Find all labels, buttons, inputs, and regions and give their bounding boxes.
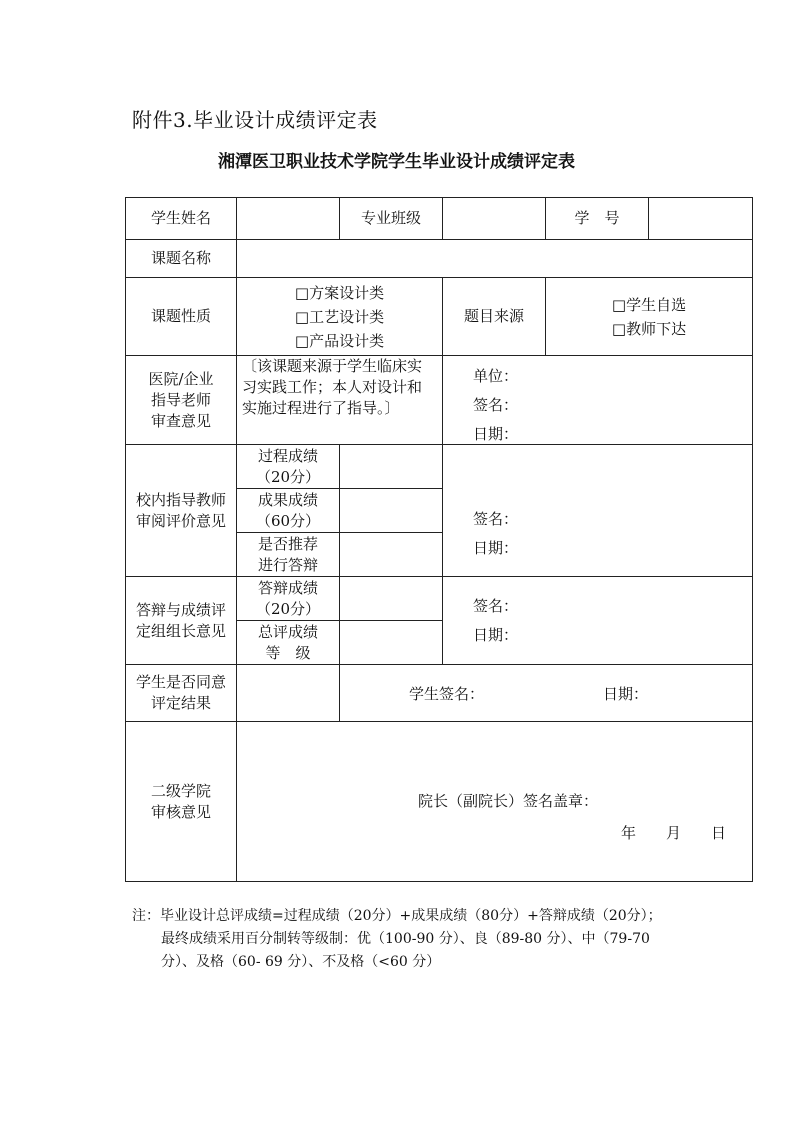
class-field[interactable] [443,198,545,239]
student-agree-label: 学生是否同意 评定结果 [135,673,226,712]
defense-committee-label: 答辩与成绩评 定组组长意见 [135,600,226,640]
college-review-label: 二级学院 审核意见 [150,781,211,821]
hospital-advisor-note: 〔该课题来源于学生临床实 习实践工作；本人对设计和 实施过程进行了指导。〕 [242,357,423,417]
total-grade-label: 总评成绩 等 级 [257,622,318,662]
student-date-label: 日期： [603,685,649,703]
footer-line-2: 最终成绩采用百分制转等级制：优（100-90 分）、良（89-80 分）、中（79-70 [161,931,650,947]
date-label: 日期： [473,626,519,644]
footer-line-3: 分）、及格（60- 69 分）、不及格（<60 分） [161,954,441,970]
dean-sign-label: 院长（副院长）签名盖章： [418,792,599,810]
defense-committee-sign-block [473,592,518,650]
result-score-field[interactable] [340,489,442,532]
footer-line-1: 注：毕业设计总评成绩=过程成绩（20分）+成果成绩（80分）+答辩成绩（20分）； [132,908,662,924]
student-id-field[interactable] [649,198,752,239]
result-score-label: 成果成绩 （60分） [255,490,321,530]
school-advisor-sign-block [473,505,518,563]
student-agree-field[interactable] [237,665,339,721]
total-grade-field[interactable] [340,621,442,664]
date-line: 年 月 日 [621,824,727,842]
class-label: 专业班级 [360,209,421,227]
process-score-label: 过程成绩 （20分） [255,446,321,486]
topic-name-field[interactable] [237,240,752,277]
option-teacher-assigned[interactable]: □教师下达 [611,319,687,338]
form-title: 湘潭医卫职业技术学院学生毕业设计成绩评定表 [218,152,575,172]
unit-label: 单位： [473,367,519,385]
hospital-advisor-sign-block [473,362,518,449]
footer-note [132,905,662,974]
hospital-advisor-label: 医院/企业 指导老师 审查意见 [148,369,214,430]
sign-label: 签名： [473,396,519,414]
option-process-design[interactable]: □工艺设计类 [294,307,385,326]
topic-source-options [546,278,752,355]
process-score-field[interactable] [340,445,442,488]
option-student-choice[interactable]: □学生自选 [611,295,687,314]
option-scheme-design[interactable]: □方案设计类 [294,283,385,302]
school-advisor-label: 校内指导教师 审阅评价意见 [135,490,226,530]
student-id-label: 学 号 [574,209,620,227]
sign-label: 签名： [473,597,519,615]
defense-score-field[interactable] [340,577,442,620]
student-name-label: 学生姓名 [150,209,211,227]
sign-label: 签名： [473,510,519,528]
topic-name-label: 课题名称 [150,249,211,267]
defense-score-label: 答辩成绩 （20分） [255,578,321,618]
date-label: 日期： [473,539,519,557]
attachment-label: 附件3.毕业设计成绩评定表 [132,108,378,132]
student-sign-label: 学生签名： [409,685,485,703]
topic-nature-label: 课题性质 [150,307,211,325]
option-product-design[interactable]: □产品设计类 [294,331,385,350]
recommend-defense-field[interactable] [340,533,442,576]
date-label: 日期： [473,425,519,443]
topic-nature-options [237,278,442,355]
student-name-field[interactable] [237,198,339,239]
recommend-defense-label: 是否推荐 进行答辩 [257,534,318,574]
topic-source-label: 题目来源 [463,307,524,325]
